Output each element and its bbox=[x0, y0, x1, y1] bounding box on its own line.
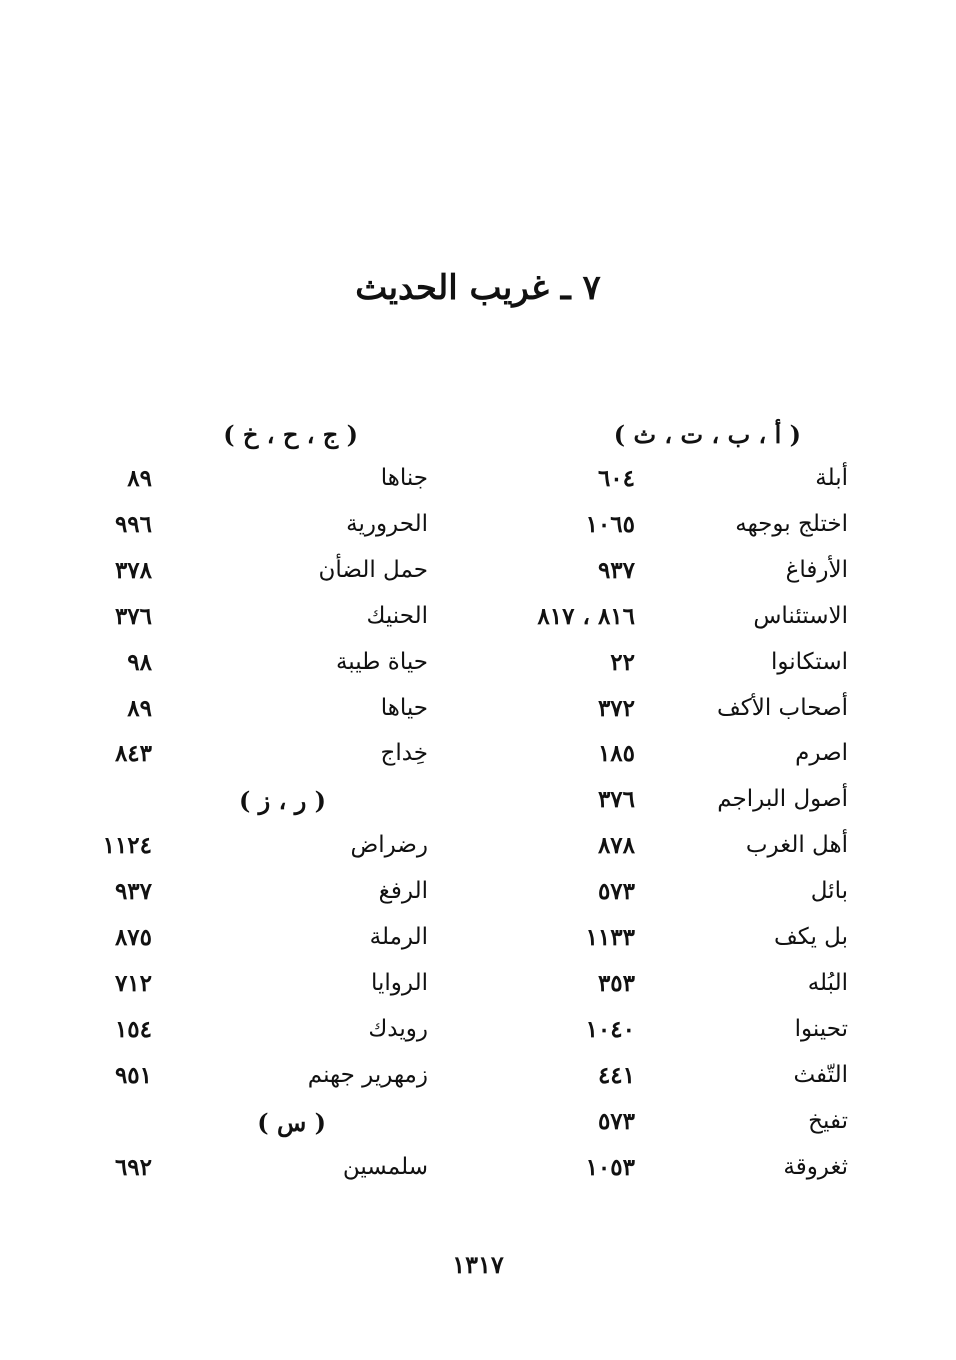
index-term: اصرم bbox=[795, 740, 848, 767]
index-term: حمل الضأن bbox=[318, 556, 428, 583]
page-title: ٧ ـ غريب الحديث bbox=[355, 268, 601, 308]
page-reference: ٨٧٨ bbox=[597, 832, 635, 860]
page-reference: ١٠٦٥ bbox=[585, 510, 635, 538]
page-reference: ٦٩٢ bbox=[114, 1153, 152, 1181]
page-number: ١٣١٧ bbox=[452, 1250, 504, 1279]
index-term: أصحاب الأكف bbox=[716, 694, 848, 721]
index-term: الأرفاغ bbox=[785, 556, 848, 583]
index-row bbox=[0, 1108, 956, 1148]
page-reference: ٨٧٥ bbox=[114, 924, 152, 951]
index-row bbox=[0, 695, 956, 735]
page-reference: ٣٥٣ bbox=[597, 969, 635, 997]
column-headers bbox=[0, 420, 956, 460]
index-row bbox=[0, 1016, 956, 1056]
index-term: الرملة bbox=[369, 924, 428, 950]
index-row bbox=[0, 1154, 956, 1194]
page-reference: ١١٢٤ bbox=[102, 832, 152, 860]
index-term: خِداج bbox=[380, 740, 428, 767]
right-column-header: ( أ ، ب ، ت ، ث ) bbox=[613, 420, 801, 449]
page-reference: ٥٧٣ bbox=[597, 1107, 635, 1135]
page-reference: ٨٩ bbox=[127, 465, 152, 492]
index-term: أهل الغرب bbox=[745, 832, 848, 859]
index-row bbox=[0, 557, 956, 597]
page-reference: ٤٤١ bbox=[597, 1061, 635, 1089]
index-row bbox=[0, 603, 956, 643]
page-reference: ٧١٢ bbox=[114, 969, 152, 997]
index-term: ثغروقة bbox=[783, 1153, 848, 1180]
page-reference: ١٠٥٣ bbox=[585, 1153, 635, 1181]
page-reference: ٢٢ bbox=[610, 648, 635, 676]
index-term: اختلج بوجهه bbox=[735, 510, 848, 537]
page-reference: ١٥٤ bbox=[114, 1015, 152, 1043]
page-reference: ٨١٦ ، ٨١٧ bbox=[537, 602, 635, 630]
page-reference: ١٨٥ bbox=[597, 740, 635, 768]
page-reference: ٦٠٤ bbox=[597, 465, 635, 492]
page-reference: ٩٥١ bbox=[114, 1061, 152, 1089]
index-term: الروايا bbox=[371, 969, 428, 996]
page-reference: ٩٩٦ bbox=[114, 510, 152, 538]
page-reference: ٣٧٦ bbox=[597, 786, 635, 814]
page-reference: ٩٣٧ bbox=[597, 556, 635, 584]
page-reference: ١٠٤٠ bbox=[585, 1015, 635, 1043]
index-term: الاستئناس bbox=[753, 602, 848, 629]
page-reference: ٣٧٨ bbox=[114, 556, 152, 584]
index-row bbox=[0, 970, 956, 1010]
index-term: حياها bbox=[380, 694, 428, 721]
index-term: حياة طيبة bbox=[335, 648, 428, 675]
left-column-header: ( ج ، ح ، خ ) bbox=[223, 420, 358, 449]
index-term: بل يكف bbox=[773, 924, 848, 950]
section-header: ( س ) bbox=[257, 1107, 326, 1137]
index-term: رضراض bbox=[350, 832, 428, 859]
index-row bbox=[0, 1062, 956, 1102]
index-row bbox=[0, 511, 956, 551]
page-reference: ٨٩ bbox=[127, 694, 152, 722]
index-term: جناها bbox=[380, 465, 428, 491]
index-term: تفيخ bbox=[808, 1107, 848, 1134]
index-term: الرفغ bbox=[378, 878, 428, 905]
index-term: سلمسين bbox=[342, 1153, 428, 1180]
index-term: الحرورية bbox=[346, 510, 428, 537]
page-reference: ٣٧٢ bbox=[597, 694, 635, 722]
index-term: التّفث bbox=[793, 1061, 848, 1088]
page-reference: ١١٣٣ bbox=[585, 924, 635, 951]
index-row bbox=[0, 740, 956, 780]
page-reference: ٩٨ bbox=[127, 648, 152, 676]
index-row bbox=[0, 924, 956, 964]
page-reference: ٣٧٦ bbox=[114, 602, 152, 630]
index-term: البُله bbox=[807, 969, 848, 996]
index-row bbox=[0, 878, 956, 918]
index-term: أصول البراجم bbox=[717, 786, 848, 813]
index-term: رويدك bbox=[368, 1015, 428, 1042]
index-term: استكانوا bbox=[771, 648, 848, 675]
index-row bbox=[0, 465, 956, 505]
index-term: الحنيك bbox=[366, 602, 428, 629]
index-term: أبلة bbox=[815, 465, 848, 491]
index-row bbox=[0, 649, 956, 689]
index-row bbox=[0, 786, 956, 826]
index-term: بائل bbox=[810, 878, 848, 905]
index-term: تحينوا bbox=[794, 1015, 848, 1042]
index-term: زمهرير جهنم bbox=[307, 1061, 428, 1088]
page-reference: ٨٤٣ bbox=[114, 740, 152, 768]
index-row bbox=[0, 832, 956, 872]
page-reference: ٥٧٣ bbox=[597, 878, 635, 906]
section-header: ( ر ، ز ) bbox=[238, 786, 326, 816]
page-reference: ٩٣٧ bbox=[114, 878, 152, 906]
